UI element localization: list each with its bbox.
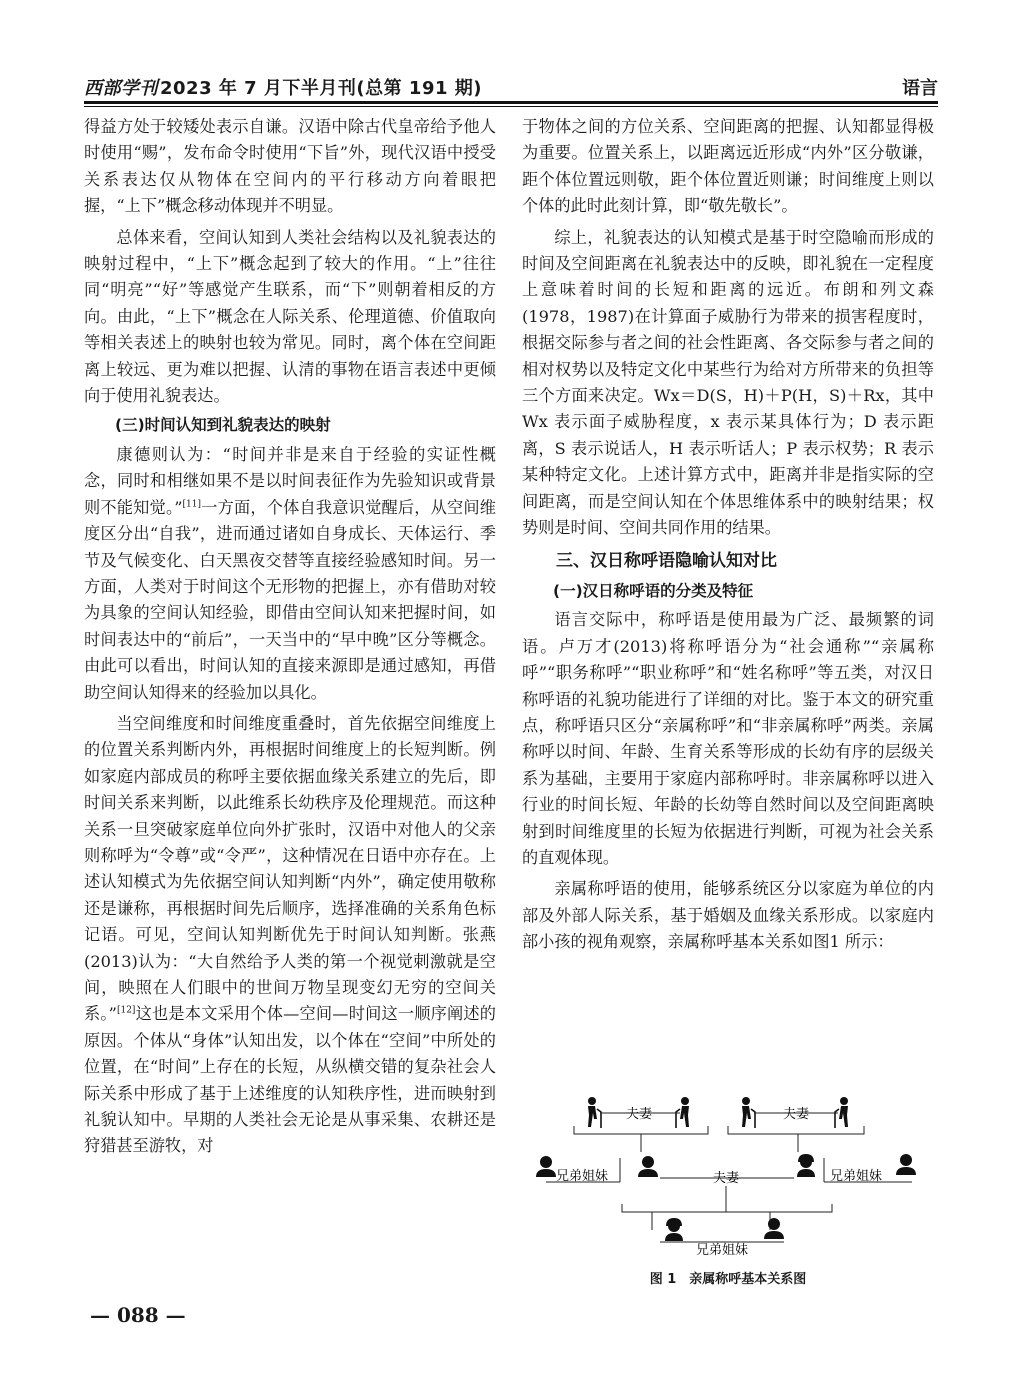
page-number: — 088 — xyxy=(90,1303,186,1327)
brother-icon xyxy=(764,1218,784,1239)
paragraph: 总体来看，空间认知到人类社会结构以及礼貌表达的映射过程中，“上下”概念起到了较大的作用。“上”往往同“明亮”“好”等感觉产生联系，而“下”则朝着相反的方向。由此，“上下”概念在人际关系、伦理道德、价值取向等相关表述上的映射也较为常见。同时，离个体在空间距离上较远、更为难以把握、认清的事物在语言表述中更倾向于使用礼貌表达。 xyxy=(84,227,496,406)
journal-logo: 西部学刊 xyxy=(84,78,158,99)
bracket xyxy=(728,1126,864,1134)
subsection-heading: (一)汉日称呼语的分类及特征 xyxy=(553,581,754,600)
journal-issue: 2023 年 7 月下半月刊(总第 191 期) xyxy=(160,78,482,99)
citation: [11] xyxy=(182,499,201,510)
grandfather-icon xyxy=(742,1097,755,1128)
bracket xyxy=(622,1204,832,1212)
subsection-heading: (三)时间认知到礼貌表达的映射 xyxy=(115,416,331,435)
right-column xyxy=(522,114,934,956)
person-icon xyxy=(896,1154,916,1175)
header-rule xyxy=(84,101,938,104)
paragraph: 综上，礼貌表达的认知模式是基于时空隐喻而形成的时间及空间距离在礼貌表达中的反映，即礼貌在一定程度上意味着时间的长短和距离的远近。布朗和列文森(1978，1987)在计算面子威胁行为带来的损害程度时，根据交际参与者之间的社会性距离、各交际参与者之间的相对权势以及特定文化中某些行为给对方所带来的负担等三个方面来决定。Wx＝D(S，H)＋P(H，S)＋Rx，其中 Wx 表示面子威胁程度，x 表示某具体行为；D 表示距离，S 表示说话人，H 表示听话人；P 表示权势；R 表示某种特定文化。上述计算方式中，距离并非是指实际的空间距离，而是空间认知在个体思维体系中的映射结果；权势则是时间、空间共同作用的结果。 xyxy=(522,227,934,538)
page-header xyxy=(84,74,938,100)
paragraph-text: 康德则认为：“时间并非是来自于经验的实证性概念，同时和相继如果不是以时间表征作为先验知识或背景则不能知觉。” xyxy=(84,444,496,517)
kinship-diagram xyxy=(522,1090,934,1265)
journal-title xyxy=(84,74,482,100)
left-column xyxy=(84,114,496,1160)
section-heading: 三、汉日称呼语隐喻认知对比 xyxy=(556,550,777,571)
label-siblings-left: 兄弟姐妹 xyxy=(555,1169,609,1184)
header-rule-thin xyxy=(84,106,938,107)
paragraph: 于物体之间的方位关系、空间距离的把握、认知都显得极为重要。位置关系上，以距离远近形成“内外”区分敬谦，距个体位置远则敬，距个体位置近则谦；时间维度上则以个体的此时此刻计算，即“敬先敬长”。 xyxy=(522,117,934,216)
label-couple-middle: 夫妻 xyxy=(712,1171,740,1186)
paragraph: 得益方处于较矮处表示自谦。汉语中除古代皇帝给予他人时使用“赐”，发布命令时使用“下旨”外，现代汉语中授受关系表达仅从物体在空间内的平行移动方向着眼把握，“上下”概念移动体现并不明显。 xyxy=(84,117,496,216)
label-couple-right: 夫妻 xyxy=(782,1107,810,1122)
sister-icon xyxy=(665,1218,683,1241)
bracket xyxy=(574,1126,708,1134)
person-icon xyxy=(536,1156,556,1177)
paragraph xyxy=(84,442,496,706)
label-siblings-bottom: 兄弟姐妹 xyxy=(695,1243,749,1258)
section-tag: 语言 xyxy=(902,78,938,99)
paragraph: 亲属称呼语的使用，能够系统区分以家庭为单位的内部及外部人际关系，基于婚姻及血缘关系形成。以家庭内部小孩的视角观察，亲属称呼基本关系如图1 所示： xyxy=(522,879,934,952)
grandfather-icon xyxy=(588,1097,601,1128)
kinship-figure xyxy=(522,1090,934,1290)
citation: [12] xyxy=(116,1006,136,1017)
paragraph xyxy=(84,711,496,1160)
paragraph-text: 这也是本文采用个体—空间—时间这一顺序阐述的原因。个体从“身体”认知出发，以个体在“空间”中所处的位置，在“时间”上存在的长短，从纵横交错的复杂社会人际关系中形成了基于上述维度的认知秩序性，进而映射到礼貌认知中。早期的人类社会无论是从事采集、农耕还是狩猎甚至游牧，对 xyxy=(84,1004,496,1156)
label-siblings-right: 兄弟姐妹 xyxy=(829,1169,883,1184)
figure-caption: 图 1 亲属称呼基本关系图 xyxy=(649,1272,807,1287)
paragraph-text: 当空间维度和时间维度重叠时，首先依据空间维度上的位置关系判断内外，再根据时间维度上的长短判断。例如家庭内部成员的称呼主要依据血缘关系建立的先后，即时间关系来判断，以此维系长幼秩序及伦理规范。而这种关系一旦突破家庭单位向外扩张时，汉语中对他人的父亲则称呼为“令尊”或“令严”，这种情况在日语中亦存在。上述认知模式为先依据空间认知判断“内外”，确定使用敬称还是谦称，再根据时间先后顺序，选择准确的关系角色标记语。可见，空间认知判断优先于时间认知判断。张燕(2013)认为：“大自然给予人类的第一个视觉刺激就是空间，映照在人们眼中的世间万物呈现变幻无穷的空间关系。” xyxy=(84,713,496,1024)
paragraph-text: 一方面，个体自我意识觉醒后，从空间维度区分出“自我”，进而通过诸如自身成长、天体运行、季节及气候变化、白天黑夜交替等直接经验感知时间。另一方面，人类对于时间这个无形物的把握上，亦有借助对较为具象的空间认知经验，即借由空间认知来把握时间，如时间表达中的“前后”，一天当中的“早中晚”区分等概念。由此可以看出，时间认知的直接来源即是通过感知，再借助空间认知得来的经验加以具化。 xyxy=(84,497,496,702)
mother-icon xyxy=(797,1154,815,1177)
father-icon xyxy=(638,1156,658,1177)
label-couple-left: 夫妻 xyxy=(625,1107,653,1122)
paragraph: 语言交际中，称呼语是使用最为广泛、最频繁的词语。卢万才(2013)将称呼语分为“社会通称”“亲属称呼”“职务称呼”“职业称呼”和“姓名称呼”等五类，对汉日称呼语的礼貌功能进行了详细的对比。鉴于本文的研究重点，称呼语只区分“亲属称呼”和“非亲属称呼”两类。亲属称呼以时间、年龄、生育关系等形成的长幼有序的层级关系为基础，主要用于家庭内部称呼时。非亲属称呼以进入行业的时间长短、年龄的长幼等自然时间以及空间距离映射到时间维度里的长短为依据进行判断，可视为社会关系的直观体现。 xyxy=(522,610,934,867)
